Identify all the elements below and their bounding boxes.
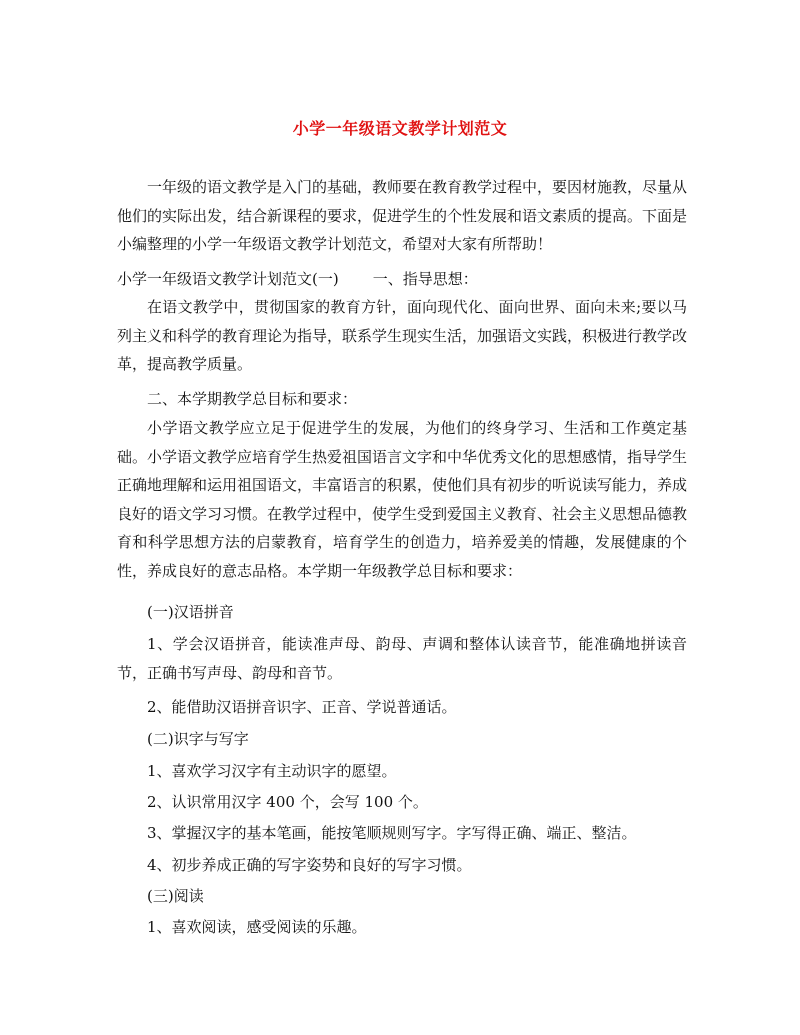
section-header [117,265,687,293]
guiding-paragraph: 在语文教学中，贯彻国家的教育方针，面向现代化、面向世界、面向未来;要以马列主义和科学的教育理论为指导，联系学生现实生活，加强语文实践，积极进行教学改革，提高教学质量。 [117,298,688,373]
pinyin-item-1: 1、学会汉语拼音，能读准声母、韵母、声调和整体认读音节，能准确地拼读音节，正确书写声母、韵母和音节。 [117,635,687,682]
goals-heading: 二、本学期教学总目标和要求： [147,390,358,408]
literacy-item-3: 3、掌握汉字的基本笔画，能按笔顺规则写字。字写得正确、端正、整洁。 [147,824,637,842]
intro-paragraph: 一年级的语文教学是入门的基础，教师要在教育教学过程中，要因材施教，尽量从他们的实际出发，结合新课程的要求，促进学生的个性发展和语文素质的提高。下面是小编整理的小学一年级语文教学计划范文，希望对大家有所帮助！ [117,178,688,253]
reading-item-1: 1、喜欢阅读，感受阅读的乐趣。 [147,918,367,936]
section-header-title: 小学一年级语文教学计划范文(一) [117,270,339,288]
page-title: 小学一年级语文教学计划范文 [292,119,508,138]
literacy-heading: (二)识字与写字 [147,730,249,748]
goals-paragraph: 小学语文教学应立足于促进学生的发展，为他们的终身学习、生活和工作奠定基础。小学语文教学应培育学生热爱祖国语言文字和中华优秀文化的思想感情，指导学生正确地理解和运用祖国语文，丰富语言的积累，使他们具有初步的听说读写能力，养成良好的语文学习习惯。在教学过程中，使学生受到爱国主义教育、社会主义思想品德教育和科学思想方法的启蒙教育，培育学生的创造力，培养爱美的情趣，发展健康的个性，养成良好的意志品格。本学期一年级教学总目标和要求： [117,419,688,580]
literacy-item-2: 2、认识常用汉字 400 个，会写 100 个。 [147,793,428,811]
pinyin-item-2: 2、能借助汉语拼音识字、正音、学说普通话。 [147,698,457,716]
pinyin-heading: (一)汉语拼音 [147,603,234,621]
section-header-subtitle: 一、指导思想： [372,270,478,288]
reading-heading: (三)阅读 [147,887,204,905]
literacy-item-4: 4、初步养成正确的写字姿势和良好的写字习惯。 [147,856,472,874]
literacy-item-1: 1、喜欢学习汉字有主动识字的愿望。 [147,762,397,780]
